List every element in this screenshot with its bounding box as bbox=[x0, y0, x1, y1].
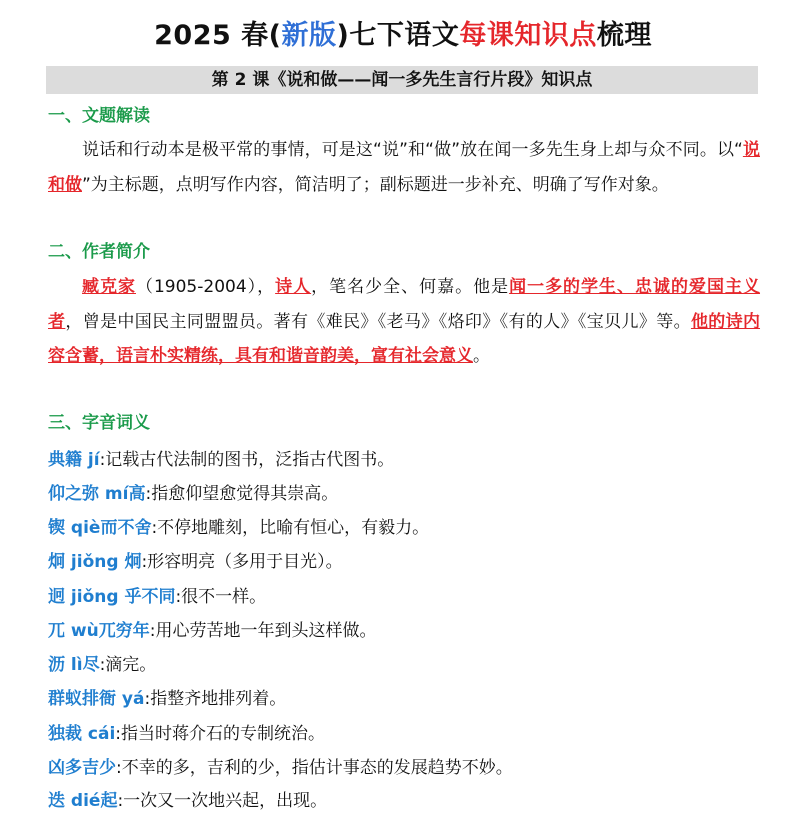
author-poetry-style: 他的诗内容含蓄，语言朴实精练，具有和谐音韵美，富有社会意义 bbox=[48, 311, 761, 366]
vocab-item bbox=[48, 753, 760, 783]
section-heading-vocabulary: 三、字音词义 bbox=[48, 413, 150, 433]
vocab-definition: :指当时蒋介石的专制统治。 bbox=[115, 724, 326, 744]
author-years: （1905-2004）， bbox=[135, 277, 276, 297]
author-paragraph bbox=[48, 270, 760, 374]
author-role: 诗人 bbox=[275, 277, 312, 297]
title-analysis-paragraph bbox=[48, 133, 760, 202]
author-text-f: ，曾是中国民主同盟盟员。著有《难民》《老马》《烙印》《有的人》《宝贝儿》等。 bbox=[65, 311, 691, 332]
vocab-term: 典籍 jí bbox=[48, 450, 100, 470]
vocab-definition: :一次又一次地兴起，出现。 bbox=[117, 791, 328, 811]
title-part-5: 梳理 bbox=[596, 20, 652, 51]
vocab-item bbox=[48, 684, 760, 714]
vocab-term: 兀 wù兀穷年 bbox=[48, 621, 150, 641]
vocab-definition: :记载古代法制的图书，泛指古代图书。 bbox=[99, 450, 395, 470]
section-heading-author: 二、作者简介 bbox=[48, 242, 150, 262]
vocab-definition: :不幸的多，吉利的少，指估计事态的发展趋势不妙。 bbox=[116, 758, 513, 778]
title-part-3: )七下语文 bbox=[336, 20, 460, 51]
section-heading-title-analysis: 一、文题解读 bbox=[48, 106, 150, 126]
vocab-definition: :指整齐地排列着。 bbox=[144, 689, 287, 709]
vocab-item bbox=[48, 513, 760, 543]
vocab-item bbox=[48, 445, 760, 475]
vocab-term: 沥 lì尽 bbox=[48, 655, 100, 675]
vocab-item bbox=[48, 616, 760, 646]
vocab-term: 凶多吉少 bbox=[48, 758, 116, 778]
vocab-term: 炯 jiǒng 炯 bbox=[48, 552, 142, 572]
vocab-item bbox=[48, 786, 760, 816]
vocab-definition: :很不一样。 bbox=[175, 587, 267, 607]
vocab-item bbox=[48, 650, 760, 680]
author-name: 臧克家 bbox=[82, 277, 136, 297]
vocab-item bbox=[48, 582, 760, 612]
vocab-definition: :滴完。 bbox=[99, 655, 157, 675]
vocab-term: 群蚁排衙 yá bbox=[48, 689, 145, 709]
vocab-item bbox=[48, 479, 760, 509]
title-part-1: 2025 春( bbox=[154, 20, 282, 51]
vocab-term: 独裁 cái bbox=[48, 724, 116, 744]
para1-text-a: 说话和行动本是极平常的事情，可是这“说”和“做”放在闻一多先生身上却与众不同。以“ bbox=[82, 140, 743, 160]
para1-highlight: 说和做 bbox=[48, 140, 760, 195]
vocab-definition: :形容明亮（多用于目光）。 bbox=[141, 552, 343, 572]
author-text-h: 。 bbox=[473, 346, 490, 366]
vocab-definition: :指愈仰望愈觉得其崇高。 bbox=[145, 484, 339, 504]
para1-text-c: ”为主标题，点明写作内容，简洁明了；副标题进一步补充、明确了写作对象。 bbox=[82, 174, 669, 195]
title-part-new-edition: 新版 bbox=[281, 20, 337, 51]
vocab-term: 迥 jiǒng 乎不同 bbox=[48, 587, 176, 607]
lesson-heading: 第 2 课《说和做——闻一多先生言行片段》知识点 bbox=[46, 66, 758, 94]
vocab-term: 锲 qiè而不舍 bbox=[48, 518, 152, 538]
vocab-item bbox=[48, 547, 760, 577]
vocab-term: 迭 dié起 bbox=[48, 791, 118, 811]
author-identity: 闻一多的学生、忠诚的爱国主义者 bbox=[48, 277, 761, 332]
vocab-term: 仰之弥 mí高 bbox=[48, 484, 146, 504]
page-title bbox=[0, 14, 806, 58]
vocab-definition: :不停地雕刻，比喻有恒心，有毅力。 bbox=[151, 518, 430, 538]
author-text-d: ，笔名少全、何嘉。他是 bbox=[311, 277, 510, 297]
title-part-knowledge: 每课知识点 bbox=[459, 20, 597, 51]
vocab-definition: :用心劳苦地一年到头这样做。 bbox=[149, 621, 377, 641]
vocab-item bbox=[48, 719, 760, 749]
